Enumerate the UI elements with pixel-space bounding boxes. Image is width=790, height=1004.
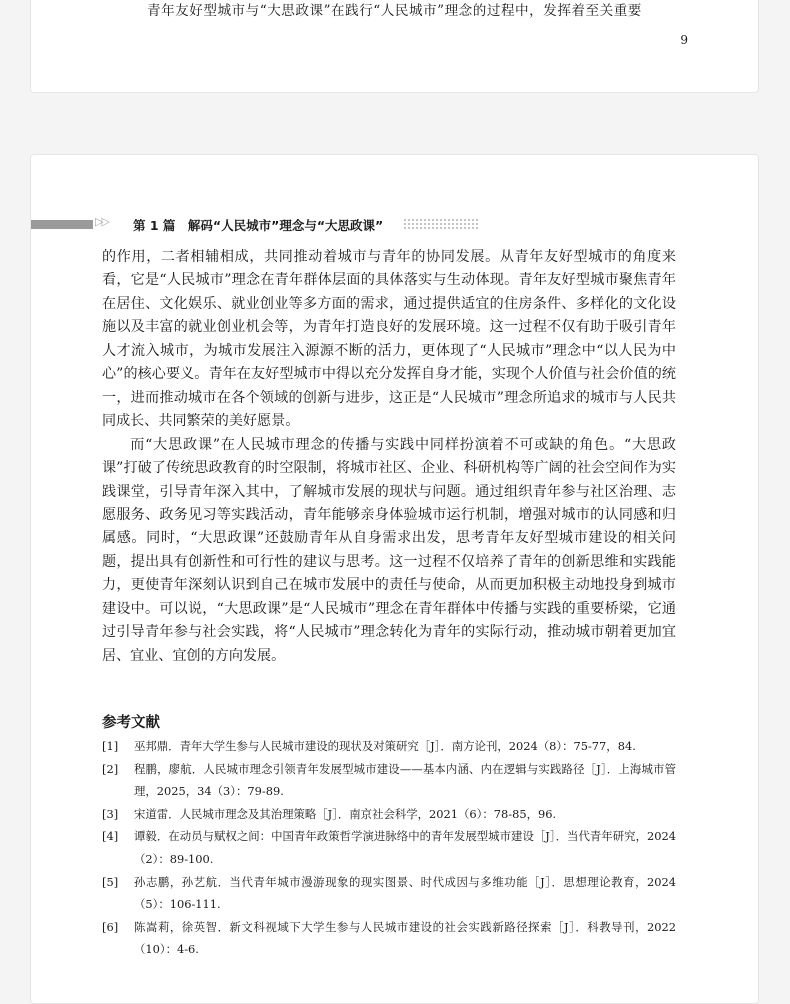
reference-number: [1] (102, 739, 119, 753)
reference-number: [3] (102, 806, 119, 821)
reference-item (102, 803, 676, 826)
previous-page (30, 0, 759, 93)
reference-item (102, 825, 676, 870)
reference-text: 巫邦鼎．青年大学生参与人民城市建设的现状及对策研究［J］．南方论刊，2024（8）：75-77，84. (134, 739, 636, 753)
reference-item (102, 871, 676, 916)
previous-page-last-line: 青年友好型城市与“大思政课”在践行“人民城市”理念的过程中，发挥着至关重要 (147, 3, 642, 19)
chapter-title: 第 1 篇 解码“人民城市”理念与“大思政课” (133, 218, 384, 233)
references-list (102, 735, 676, 961)
reference-number: [2] (102, 761, 119, 776)
chapter-dots-decoration (403, 218, 479, 230)
chapter-bar-decoration (31, 220, 93, 229)
reference-number: [6] (102, 919, 119, 934)
chapter-arrows-icon: ▷▷ (95, 215, 108, 228)
reference-text: 孙志鹏，孙艺航．当代青年城市漫游现象的现实图景、时代成因与多维功能［J］．思想理论教育，2024（5）：106-111. (134, 874, 676, 912)
reference-number: [4] (102, 829, 119, 844)
reference-item (102, 916, 676, 961)
chapter-header (31, 215, 760, 233)
reference-text: 陈嵩莉，徐英智．新文科视域下大学生参与人民城市建设的社会实践新路径探索［J］．科教导刊，2022（10）：4-6. (134, 919, 676, 957)
current-page (30, 154, 759, 1004)
references-title: 参考文献 (102, 715, 160, 731)
page-number: 9 (680, 33, 688, 47)
paragraph: 的作用，二者相辅相成，共同推动着城市与青年的协同发展。从青年友好型城市的角度来看，它是“人民城市”理念在青年群体层面的具体落实与生动体现。青年友好型城市聚焦青年在居住、文化娱乐、就业创业等多方面的需求，通过提供适宜的住房条件、多样化的文化设施以及丰富的就业创业机会等，为青年打造良好的发展环境。这一过程不仅有助于吸引青年人才流入城市，为城市发展注入源源不断的活力，更体现了“人民城市”理念中“以人民为中心”的核心要义。青年在友好型城市中得以充分发挥自身才能，实现个人价值与社会价值的统一，进而推动城市在各个领域的创新与进步，这正是“人民城市”理念所追求的城市与人民共同成长、共同繁荣的美好愿景。 (102, 249, 676, 430)
reference-text: 谭毅．在动员与赋权之间：中国青年政策哲学演进脉络中的青年发展型城市建设［J］．当代青年研究，2024（2）：89-100. (134, 829, 676, 866)
reference-text: 宋道雷．人民城市理念及其治理策略［J］．南京社会科学，2021（6）：78-85，96. (134, 806, 557, 821)
paragraph: 而“大思政课”在人民城市理念的传播与实践中同样扮演着不可或缺的角色。“大思政课”打破了传统思政教育的时空限制，将城市社区、企业、科研机构等广阔的社会空间作为实践课堂，引导青年深入其中，了解城市发展的现状与问题。通过组织青年参与社区治理、志愿服务、政务见习等实践活动，青年能够亲身体验城市运行机制，增强对城市的认同感和归属感。同时，“大思政课”还鼓励青年从自身需求出发，思考青年友好型城市建设的相关问题，提出具有创新性和可行性的建议与思考。这一过程不仅培养了青年的创新思维和实践能力，更使青年深刻认识到自己在城市发展中的责任与使命，从而更加积极主动地投身到城市建设中。可以说，“大思政课”是“人民城市”理念在青年群体中传播与实践的重要桥梁，它通过引导青年参与社会实践，将“人民城市”理念转化为青年的实际行动，推动城市朝着更加宜居、宜业、宜创的方向发展。 (102, 436, 676, 664)
body-text (102, 246, 676, 668)
reference-item (102, 735, 676, 758)
reference-item (102, 758, 676, 803)
reference-number: [5] (102, 874, 119, 889)
reference-text: 程鹏，廖航．人民城市理念引领青年发展型城市建设——基本内涵、内在逻辑与实践路径［J］．上海城市管理，2025，34（3）：79-89. (134, 761, 676, 799)
